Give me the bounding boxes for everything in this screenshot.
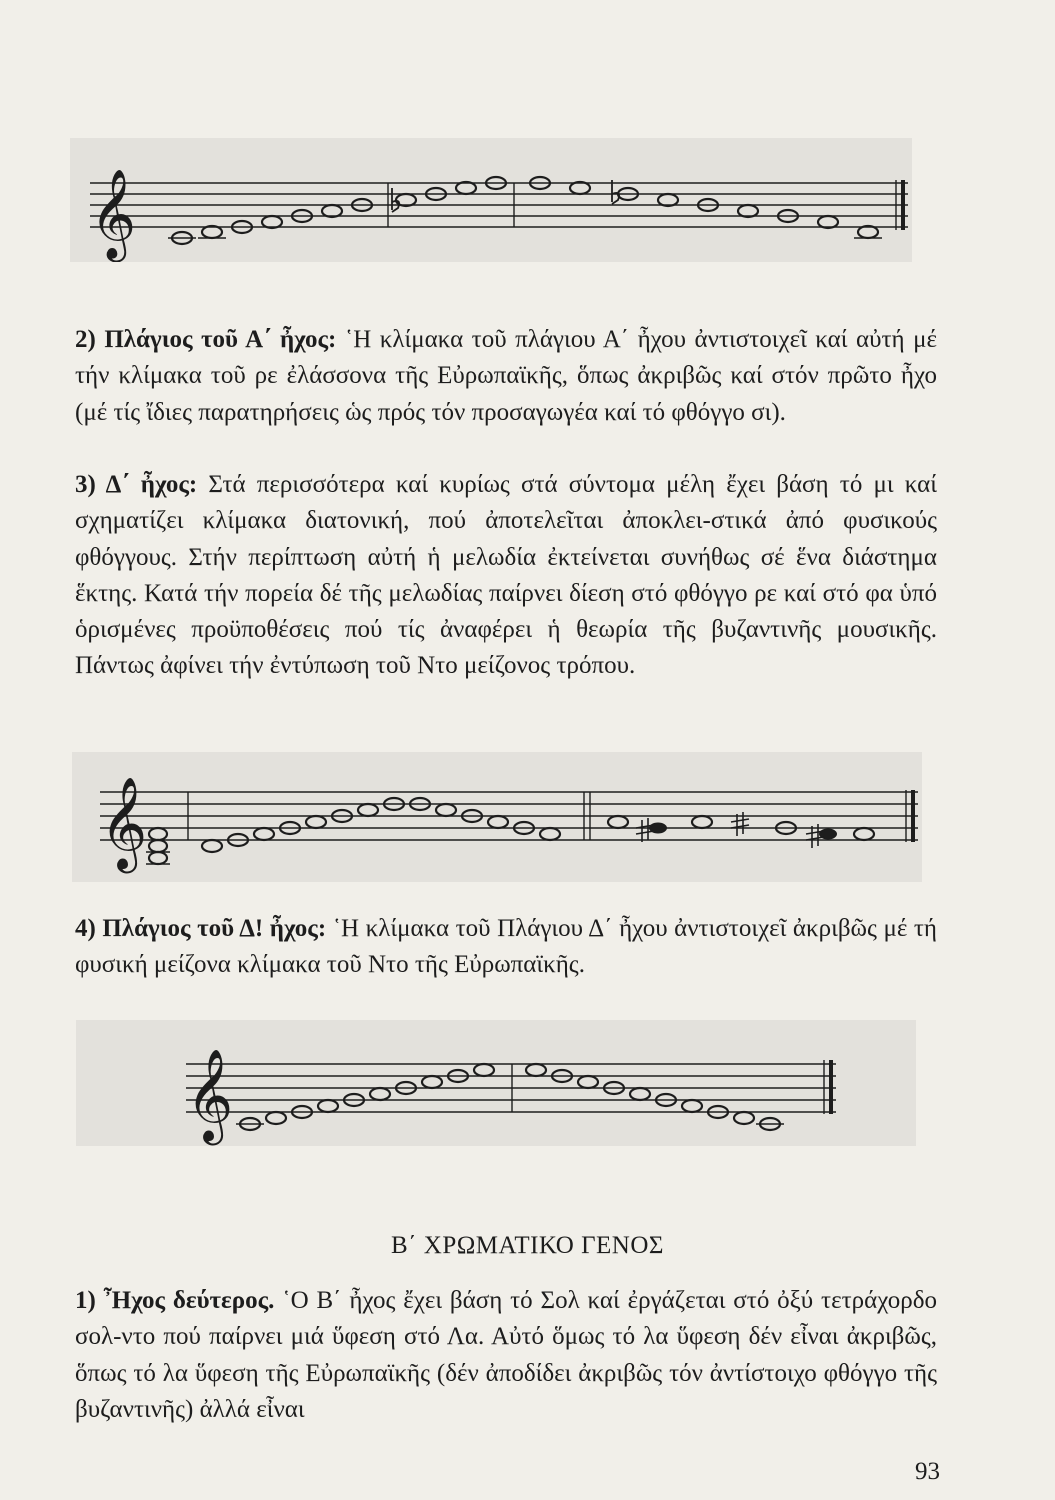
paragraph-label: 4) Πλάγιος τοῦ Δ! ἦχος: (75, 915, 327, 942)
music-staff-2 (72, 752, 922, 882)
section-heading: Β΄ ΧΡΩΜΑΤΙΚΟ ΓΕΝΟΣ (391, 1232, 664, 1259)
music-staff-3-notation (76, 1020, 916, 1146)
svg-text:𝄞: 𝄞 (186, 1048, 234, 1141)
music-staff-1 (70, 138, 912, 262)
page-number: 93 (915, 1458, 940, 1485)
svg-text:𝄞: 𝄞 (90, 169, 137, 259)
paragraph-text: ῾Η κλίμακα τοῦ Πλάγιου Δ΄ ἦχου ἀντιστοιχεῖ ἀκριβῶς μέ τή φυσική μείζονα κλίμακα τοῦ Ντο τῆς Εὐρωπαϊκῆς. (75, 915, 938, 979)
music-staff-2-notation (72, 752, 922, 882)
paragraph-label: 1) Ἦχος δεύτερος. (75, 1287, 275, 1314)
paragraph-second-mode (75, 1283, 937, 1428)
paragraph-text: ῾Η κλίμακα τοῦ πλάγιου Α΄ ἦχου ἀντιστοιχεῖ καί αὐτή μέ τήν κλίμακα τοῦ ρε ἐλάσσονα τῆς Εὐρωπαϊκῆς, ὅπως ἀκριβῶς καί στόν πρῶτο ἦχο (μέ τίς ἴδιες παρατηρήσεις ὡς πρός τόν προσαγωγέα καί τό φθόγγο σι). (75, 326, 937, 426)
paragraph-fourth-mode (75, 467, 937, 685)
paragraph-plagal-first-mode (75, 322, 937, 431)
paragraph-text: ῾Ο Β΄ ἦχος ἔχει βάση τό Σολ καί ἐργάζεται στό ὀξύ τετράχορδο σολ-ντο πού παίρνει μιά ὕφεση στό Λα. Αὐτό ὅμως τό λα ὕφεση δέν εἶναι ἀκριβῶς, ὅπως τό λα ὕφεση τῆς Εὐρωπαϊκῆς (δέν ἀποδίδει ἀκριβῶς τόν ἀντίστοιχο φθόγγο τῆς βυζαντινῆς) ἀλλά εἶναι (75, 1287, 938, 1423)
music-staff-3 (76, 1020, 916, 1146)
paragraph-label: 2) Πλάγιος τοῦ Α΄ ἦχος: (75, 326, 337, 353)
svg-text:𝄞: 𝄞 (100, 776, 148, 869)
paragraph-plagal-fourth-mode (75, 911, 937, 984)
music-staff-1-notation (70, 138, 912, 262)
paragraph-text: Στά περισσότερα καί κυρίως στά σύντομα μέλη ἔχει βάση τό μι καί σχηματίζει κλίμακα διατονική, πού ἀποτελεῖται ἀποκλει-στικά ἀπό φυσικούς φθόγγους. Στήν περίπτωση αὐτή ἡ μελωδία ἐκτείνεται συνήθως σέ ἕνα διάστημα ἕκτης. Κατά τήν πορεία δέ τῆς μελωδίας παίρνει δίεση στό φθόγγο ρε καί στό φα ὑπό ὁρισμένες προϋποθέσεις πού τίς ἀναφέρει ἡ θεωρία τῆς βυζαντινῆς μουσικῆς. Πάντως ἀφίνει τήν ἐντύπωση τοῦ Ντο μείζονος τρόπου. (75, 471, 938, 680)
paragraph-label: 3) Δ΄ ἦχος: (75, 471, 198, 498)
